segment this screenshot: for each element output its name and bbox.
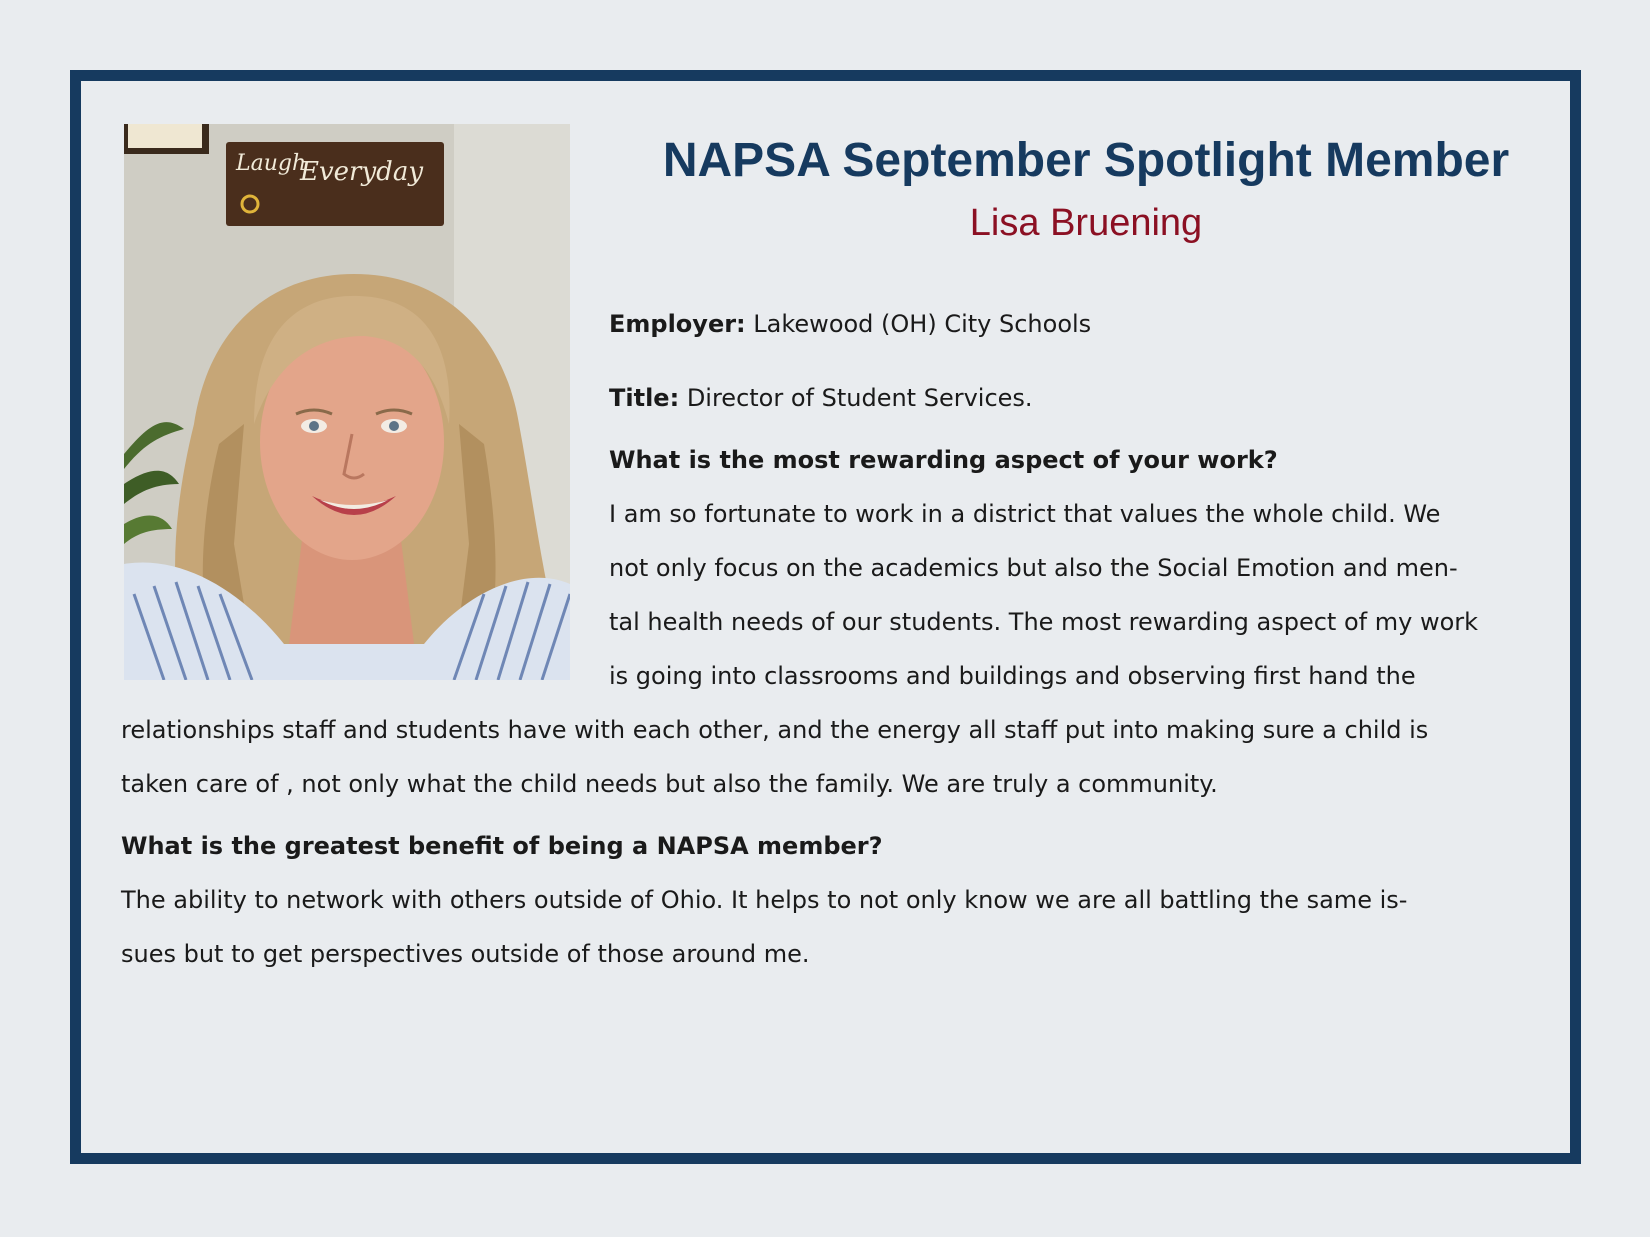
employer-value: Lakewood (OH) City Schools bbox=[753, 310, 1092, 338]
spotlight-card bbox=[70, 70, 1581, 1164]
title-row bbox=[609, 371, 1033, 425]
header bbox=[611, 131, 1561, 249]
sign-word-1: Laugh bbox=[236, 151, 307, 176]
answer-2-line: The ability to network with others outside of Ohio. It helps to not only know we are all battling the same is- bbox=[121, 886, 1408, 914]
answer-1-line: is going into classrooms and buildings and observing first hand the bbox=[609, 662, 1416, 690]
title-value: Director of Student Services. bbox=[686, 384, 1033, 412]
question-1: What is the most rewarding aspect of your work? bbox=[609, 446, 1278, 474]
answer-1-line: not only focus on the academics but also the Social Emotion and men- bbox=[609, 554, 1458, 582]
answer-2-line: sues but to get perspectives outside of those around me. bbox=[121, 940, 810, 968]
employer-row bbox=[609, 297, 1091, 351]
member-name: Lisa Bruening bbox=[969, 202, 1203, 244]
sign-word-2: Everyday bbox=[300, 157, 424, 187]
answer-1-line: taken care of , not only what the child needs but also the family. We are truly a community. bbox=[121, 770, 1218, 798]
page-title: NAPSA September Spotlight Member bbox=[662, 134, 1510, 187]
employer-label: Employer: bbox=[609, 310, 746, 338]
answer-1-line: tal health needs of our students. The most rewarding aspect of my work bbox=[609, 608, 1479, 636]
answer-1-line: I am so fortunate to work in a district that values the whole child. We bbox=[609, 500, 1441, 528]
member-photo bbox=[124, 124, 570, 680]
answer-1-line: relationships staff and students have with each other, and the energy all staff put into making sure a child is bbox=[121, 716, 1429, 744]
title-label: Title: bbox=[609, 384, 680, 412]
question-2: What is the greatest benefit of being a NAPSA member? bbox=[121, 832, 883, 860]
